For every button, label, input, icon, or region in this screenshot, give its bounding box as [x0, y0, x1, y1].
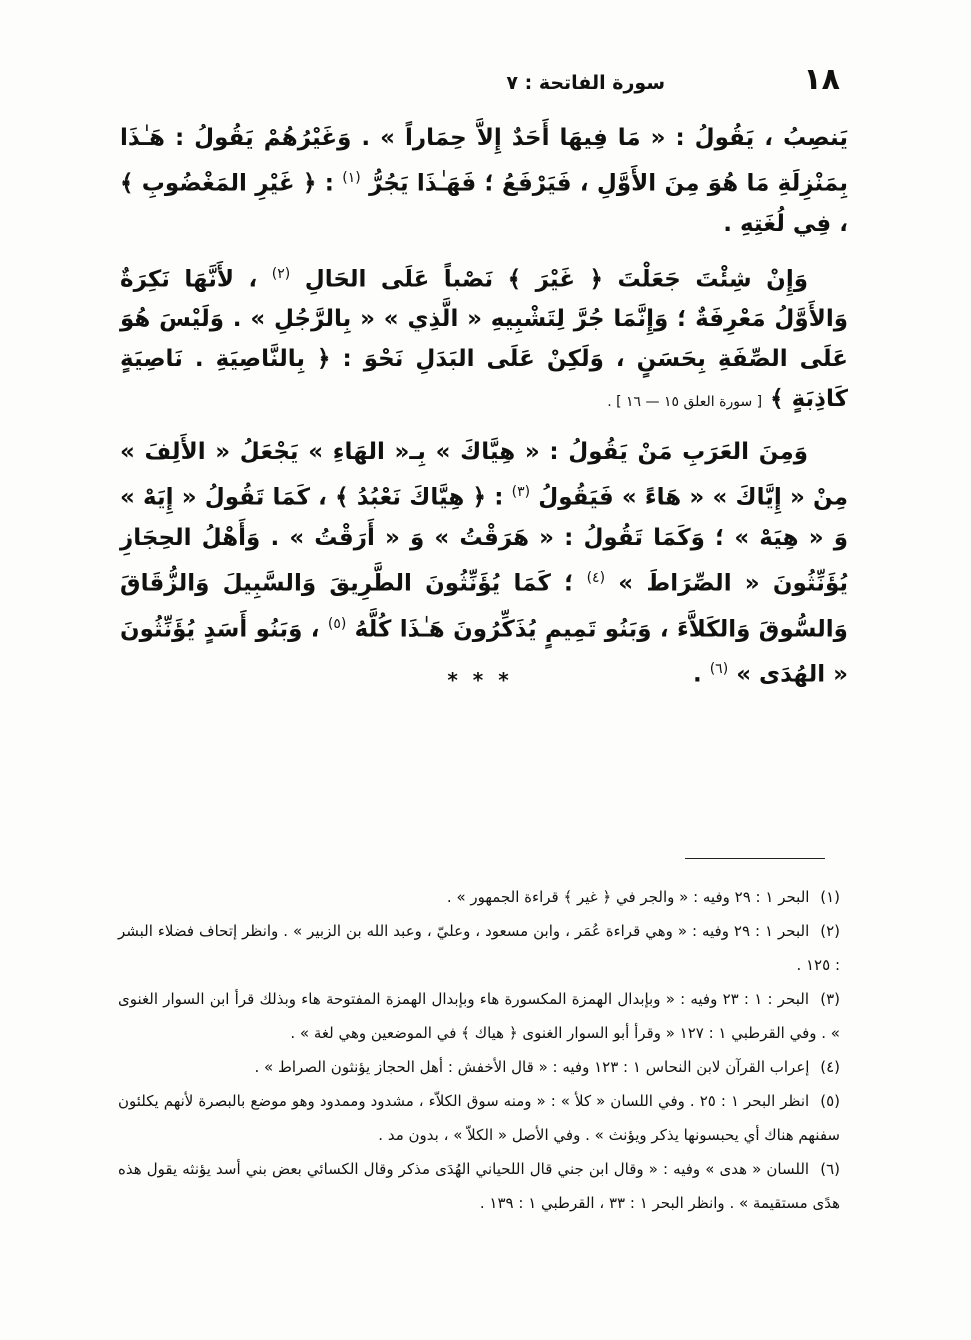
- running-title: سورة الفاتحة : ٧: [506, 72, 665, 94]
- footnote-ref-4: (٤): [586, 569, 606, 586]
- footnote-number: (٢): [820, 922, 840, 940]
- footnote-text: اللسان « هدى » وفيه : « وقال ابن جني قال اللحياني الهُدَى مذكر وقال الكسائي بعض بني أسد يؤنثه يقول هذه هدًى مستقيمة » . وانظر البحر ١ : ٣٣ ، القرطبي ١ : ١٣٩ .: [118, 1160, 840, 1212]
- footnote-ref-3: (٣): [511, 484, 531, 501]
- footnote-ref-5: (٥): [327, 615, 347, 632]
- footnote-2: [118, 914, 840, 982]
- section-separator: * * *: [447, 668, 513, 692]
- footnote-divider: [685, 858, 825, 859]
- paragraph-2: وَإِنْ شِئْتَ جَعَلْتَ ﴿ غَيْرَ ﴾ نَصْباً عَلَى الحَالِ $^{(٢)}$ ، لأَنَّهَا نَكِرَةٌ وَالأَوَّلُ مَعْرِفَةٌ ؛ وَإِنَّمَا جُرَّ لِتَشْبِيهِ « الَّذِي » « بِالرَّجُلِ » . وَلَيْسَ هُوَ عَلَى الصِّفَةِ بِحَسَنٍ ، وَلَكِنْ عَلَى البَدَلِ نَحْوَ : ﴿ بِالنَّاصِيَةِ . نَاصِيَةٍ كَاذِبَةٍ ﴾ [ سورة العلق ١٥ — ١٦ ] .: [120, 265, 848, 413]
- footnote-number: (٥): [820, 1092, 840, 1110]
- footnote-text: البحر ١ : ٢٩ وفيه : « وهي قراءة عُمَر ، وابن مسعود ، وعليّ ، وعبد الله بن الزبير » . وانظر إتحاف فضلاء البشر : ١٢٥ .: [118, 922, 840, 974]
- quran-citation: [ سورة العلق ١٥ — ١٦ ] .: [607, 394, 763, 411]
- paragraph-3: وَمِنَ العَرَبِ مَنْ يَقُولُ : « هِيَّاكَ » بِـ« الهَاءِ » يَجْعَلُ « الأَلِفَ » مِنْ « إِيَّاكَ » « هَاءً » فَيَقُولُ $^{(٣)}$ : ﴿ هِيَّاكَ نَعْبُدُ ﴾ ، كَمَا تَقُولُ « إِيَهْ » وَ « هِيَهْ » ؛ وَكَمَا تَقُولُ : « هَرَقْتُ » وَ « أَرَقْتُ » . وَأَهْلُ الحِجَازِ يُؤَنِّثُونَ « الصِّرَاطَ » $^{(٤)}$ ؛ كَمَا يُؤَنِّثُونَ الطَّرِيقَ وَالسَّبِيلَ وَالزُّقَاقَ وَالسُّوقَ وَالكَلاَّءَ ، وَبَنُو تَمِيمٍ يُذَكِّرُونَ هَـٰذَا كُلَّهُ $^{(٥)}$ ، وَبَنُو أَسَدٍ يُؤَنِّثُونَ « الهُدَى » $^{(٦)}$ .: [120, 439, 848, 688]
- main-text: [120, 118, 848, 705]
- footnote-number: (٣): [820, 990, 840, 1008]
- footnote-6: [118, 1152, 840, 1220]
- footnote-1: [118, 880, 840, 914]
- footnote-3: [118, 982, 840, 1050]
- footnote-5: [118, 1084, 840, 1152]
- footnote-text: إعراب القرآن لابن النحاس ١ : ١٢٣ وفيه : « قال الأخفش : أهل الحجاز يؤنثون الصراط » .: [254, 1058, 810, 1076]
- footnote-number: (١): [820, 888, 840, 906]
- footnote-text: انظر البحر ١ : ٢٥ . وفي اللسان « كلأ » : « ومنه سوق الكلاّء ، مشدود وممدود وهو موضع بالبصرة لأنهم يكلئون سفنهم هناك أي يحبسونها يذكر ويؤنث » . وفي الأصل « الكلاّ » ، بدون مد .: [118, 1092, 840, 1144]
- footnote-ref-1: (١): [342, 170, 361, 186]
- footnote-ref-2: (٢): [271, 265, 291, 282]
- footnote-number: (٤): [820, 1058, 840, 1076]
- footnote-number: (٦): [820, 1160, 840, 1178]
- page-number: ١٨: [803, 62, 840, 97]
- footnote-4: [118, 1050, 840, 1084]
- footnote-ref-6: (٦): [709, 661, 729, 678]
- footnote-text: البحر : ١ : ٢٣ وفيه : « وبإبدال الهمزة المكسورة هاء وبإبدال الهمزة المفتوحة هاء وبذلك قرأ ابن السوار الغنوى » . وفي القرطبي ١ : ١٢٧ « وقرأ أبو السوار الغنوى ﴿ هياك ﴾ في الموضعين وهي لغة » .: [118, 990, 840, 1042]
- footnote-text: البحر ١ : ٢٩ وفيه : « والجر في ﴿ غير ﴾ قراءة الجمهور » .: [446, 888, 810, 906]
- footnotes: [118, 880, 840, 1220]
- page-header: [140, 62, 840, 112]
- paragraph-1: يَنصِبُ ، يَقُولُ : « مَا فِيهَا أَحَدٌ إِلاَّ حِمَاراً » . وَغَيْرُهُمْ يَقُولُ : هَـٰذَا بِمَنْزِلَةِ مَا هُوَ مِنَ الأَوَّلِ ، فَيَرْفَعُ ؛ فَهَـٰذَا يَجُرُّ $^{(١)}$ : ﴿ غَيْرِ المَغْضُوبِ ﴾ ، فِي لُغَتِهِ .: [120, 125, 848, 237]
